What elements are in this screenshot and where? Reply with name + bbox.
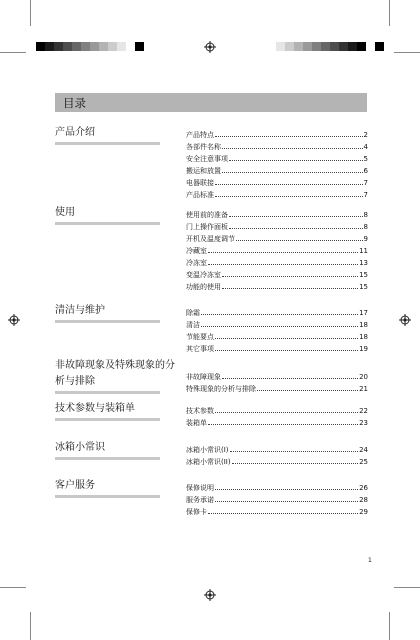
toc-entry-page: 21 <box>359 385 368 393</box>
dot-leader <box>232 463 358 464</box>
toc-entry[interactable] <box>186 343 368 355</box>
dot-leader <box>215 350 358 351</box>
toc-entry-label: 冷冻室 <box>186 259 207 267</box>
section-underline <box>55 418 160 421</box>
registration-mark-bottom <box>204 589 216 601</box>
toc-entry[interactable] <box>186 456 368 468</box>
section-title-line: 非故障现象及特殊现象的分 <box>55 360 175 371</box>
section-underline <box>55 457 160 460</box>
color-swatch <box>321 42 330 51</box>
toc-entry-label: 搬运和放置 <box>186 167 221 175</box>
registration-mark-top <box>204 41 216 53</box>
color-swatch <box>303 42 312 51</box>
section-title-line: 产品介绍 <box>55 127 95 138</box>
dot-leader <box>208 264 358 265</box>
toc-entry[interactable] <box>186 319 368 331</box>
toc-entry-label: 变温冷冻室 <box>186 271 221 279</box>
toc-entry[interactable] <box>186 257 368 269</box>
toc-entry-page: 22 <box>359 407 368 415</box>
toc-entry-label: 保修卡 <box>186 508 207 516</box>
toc-entry-label: 特殊现象的分析与排除 <box>186 385 256 393</box>
toc-entry[interactable] <box>186 417 368 429</box>
section-title-line: 使用 <box>55 207 75 218</box>
toc-entry-page: 18 <box>359 321 368 329</box>
toc-entry[interactable] <box>186 506 368 518</box>
toc-entry-page: 26 <box>359 484 368 492</box>
crop-mark <box>389 612 390 640</box>
toc-entry-label: 功能的使用 <box>186 283 221 291</box>
color-swatch <box>45 42 54 51</box>
dot-leader <box>215 501 358 502</box>
toc-entry-page: 11 <box>359 247 368 255</box>
toc-entry[interactable] <box>186 165 368 177</box>
toc-entry-label: 产品标准 <box>186 191 214 199</box>
dot-leader <box>257 390 358 391</box>
color-swatch <box>54 42 63 51</box>
toc-entry[interactable] <box>186 233 368 245</box>
toc-entry[interactable] <box>186 209 368 221</box>
toc-entry-label: 各部件名称 <box>186 143 221 151</box>
toc-entry-label: 使用前的准备 <box>186 211 228 219</box>
toc-entry[interactable] <box>186 444 368 456</box>
toc-entry[interactable] <box>186 189 368 201</box>
toc-entry-label: 技术参数 <box>186 407 214 415</box>
dot-leader <box>222 288 358 289</box>
toc-entry[interactable] <box>186 221 368 233</box>
color-swatch <box>375 42 384 51</box>
toc-entry[interactable] <box>186 269 368 281</box>
toc-entry-label: 门上操作面板 <box>186 223 228 231</box>
color-swatch <box>63 42 72 51</box>
crop-mark <box>30 0 31 26</box>
section-underline <box>55 320 160 323</box>
crop-mark <box>30 612 31 640</box>
color-swatch <box>135 42 144 51</box>
section-underline <box>55 495 160 498</box>
color-swatch <box>108 42 117 51</box>
section-title-line: 技术参数与装箱单 <box>55 403 135 414</box>
color-calibration-bar-right <box>276 42 384 51</box>
toc-entry-page: 15 <box>359 271 368 279</box>
toc-entry-page: 29 <box>359 508 368 516</box>
toc-header-band <box>55 93 367 112</box>
toc-entry-page: 20 <box>359 373 368 381</box>
section-title <box>55 440 163 456</box>
toc-entry[interactable] <box>186 405 368 417</box>
dot-leader <box>230 451 359 452</box>
color-swatch <box>285 42 294 51</box>
color-swatch <box>99 42 108 51</box>
toc-entry-page: 7 <box>363 179 368 187</box>
toc-entry-page: 9 <box>363 235 368 243</box>
section-underline <box>55 222 160 225</box>
color-calibration-bar-left <box>36 42 144 51</box>
color-swatch <box>36 42 45 51</box>
toc-entry-label: 清洁 <box>186 321 200 329</box>
color-swatch <box>276 42 285 51</box>
section-title-line: 析与排除 <box>55 376 95 387</box>
toc-entry[interactable] <box>186 383 368 395</box>
toc-entry-label: 节能要点 <box>186 333 214 341</box>
toc-entry-label: 开机及温度调节 <box>186 235 235 243</box>
dot-leader <box>201 326 358 327</box>
color-swatch <box>357 42 366 51</box>
toc-entry-page: 19 <box>359 345 368 353</box>
toc-entry-page: 2 <box>363 131 368 139</box>
dot-leader <box>222 148 363 149</box>
dot-leader <box>208 513 358 514</box>
section-title <box>55 401 163 417</box>
toc-entry[interactable] <box>186 307 368 319</box>
color-swatch <box>312 42 321 51</box>
toc-entry-label: 冰箱小常识(I) <box>186 446 229 454</box>
registration-mark-left <box>8 314 20 326</box>
section-title <box>55 358 175 390</box>
section-title-line: 清洁与维护 <box>55 305 105 316</box>
toc-entry-page: 17 <box>359 309 368 317</box>
dot-leader <box>215 338 358 339</box>
toc-entry[interactable] <box>186 281 368 293</box>
toc-entry-page: 8 <box>363 223 368 231</box>
registration-mark-right <box>399 314 411 326</box>
section-title <box>55 205 163 221</box>
color-swatch <box>126 42 135 51</box>
dot-leader <box>215 412 358 413</box>
section-title <box>55 125 163 141</box>
toc-entry-page: 8 <box>363 211 368 219</box>
toc-entry-label: 其它事项 <box>186 345 214 353</box>
color-swatch <box>366 42 375 51</box>
toc-entry-label: 安全注意事项 <box>186 155 228 163</box>
section-entries <box>186 444 368 468</box>
toc-entry-page: 5 <box>363 155 368 163</box>
toc-entry-page: 25 <box>359 458 368 466</box>
toc-entry-label: 电器联接 <box>186 179 214 187</box>
dot-leader <box>215 489 358 490</box>
dot-leader <box>208 424 358 425</box>
toc-entry-page: 7 <box>363 191 368 199</box>
section-title-line: 客户服务 <box>55 480 95 491</box>
toc-entry[interactable] <box>186 141 368 153</box>
toc-entry[interactable] <box>186 331 368 343</box>
dot-leader <box>236 240 363 241</box>
section-entries <box>186 209 368 293</box>
section-entries <box>186 371 368 395</box>
section-entries <box>186 482 368 518</box>
section-title <box>55 303 163 319</box>
dot-leader <box>215 196 363 197</box>
crop-mark <box>394 587 420 588</box>
toc-entry-page: 18 <box>359 333 368 341</box>
toc-entry[interactable] <box>186 245 368 257</box>
toc-entry-label: 冰箱小常识(II) <box>186 458 231 466</box>
color-swatch <box>294 42 303 51</box>
toc-entry-page: 6 <box>363 167 368 175</box>
toc-entry-page: 13 <box>359 259 368 267</box>
section-title-line: 冰箱小常识 <box>55 442 105 453</box>
toc-entry-page: 24 <box>359 446 368 454</box>
crop-mark <box>0 52 26 53</box>
dot-leader <box>215 136 363 137</box>
toc-entry-label: 服务承诺 <box>186 496 214 504</box>
toc-entry-label: 产品特点 <box>186 131 214 139</box>
dot-leader <box>208 252 358 253</box>
color-swatch <box>90 42 99 51</box>
toc-entry-page: 15 <box>359 283 368 291</box>
section-underline <box>55 142 160 145</box>
section-entries <box>186 307 368 355</box>
dot-leader <box>222 172 363 173</box>
page-number: 1 <box>368 557 372 564</box>
toc-entry-label: 非故障现象 <box>186 373 221 381</box>
color-swatch <box>72 42 81 51</box>
toc-entry[interactable] <box>186 371 368 383</box>
color-swatch <box>117 42 126 51</box>
dot-leader <box>201 314 358 315</box>
toc-entry-page: 23 <box>359 419 368 427</box>
crop-mark <box>0 587 26 588</box>
toc-entry-label: 除霜 <box>186 309 200 317</box>
toc-entry[interactable] <box>186 494 368 506</box>
crop-mark <box>394 52 420 53</box>
dot-leader <box>222 276 358 277</box>
section-title <box>55 478 163 494</box>
dot-leader <box>222 378 358 379</box>
dot-leader <box>229 228 363 229</box>
toc-entry[interactable] <box>186 482 368 494</box>
toc-entry-label: 保修说明 <box>186 484 214 492</box>
toc-entry-page: 28 <box>359 496 368 504</box>
toc-entry[interactable] <box>186 153 368 165</box>
toc-entry[interactable] <box>186 129 368 141</box>
section-entries <box>186 405 368 429</box>
color-swatch <box>348 42 357 51</box>
dot-leader <box>229 216 363 217</box>
dot-leader <box>229 160 363 161</box>
toc-entry[interactable] <box>186 177 368 189</box>
color-swatch <box>330 42 339 51</box>
color-swatch <box>339 42 348 51</box>
section-underline <box>55 391 160 394</box>
toc-entry-label: 冷藏室 <box>186 247 207 255</box>
toc-title: 目录 <box>63 96 86 110</box>
toc-entry-page: 4 <box>363 143 368 151</box>
toc-entry-label: 装箱单 <box>186 419 207 427</box>
section-entries <box>186 129 368 201</box>
color-swatch <box>81 42 90 51</box>
crop-mark <box>389 0 390 26</box>
dot-leader <box>215 184 363 185</box>
